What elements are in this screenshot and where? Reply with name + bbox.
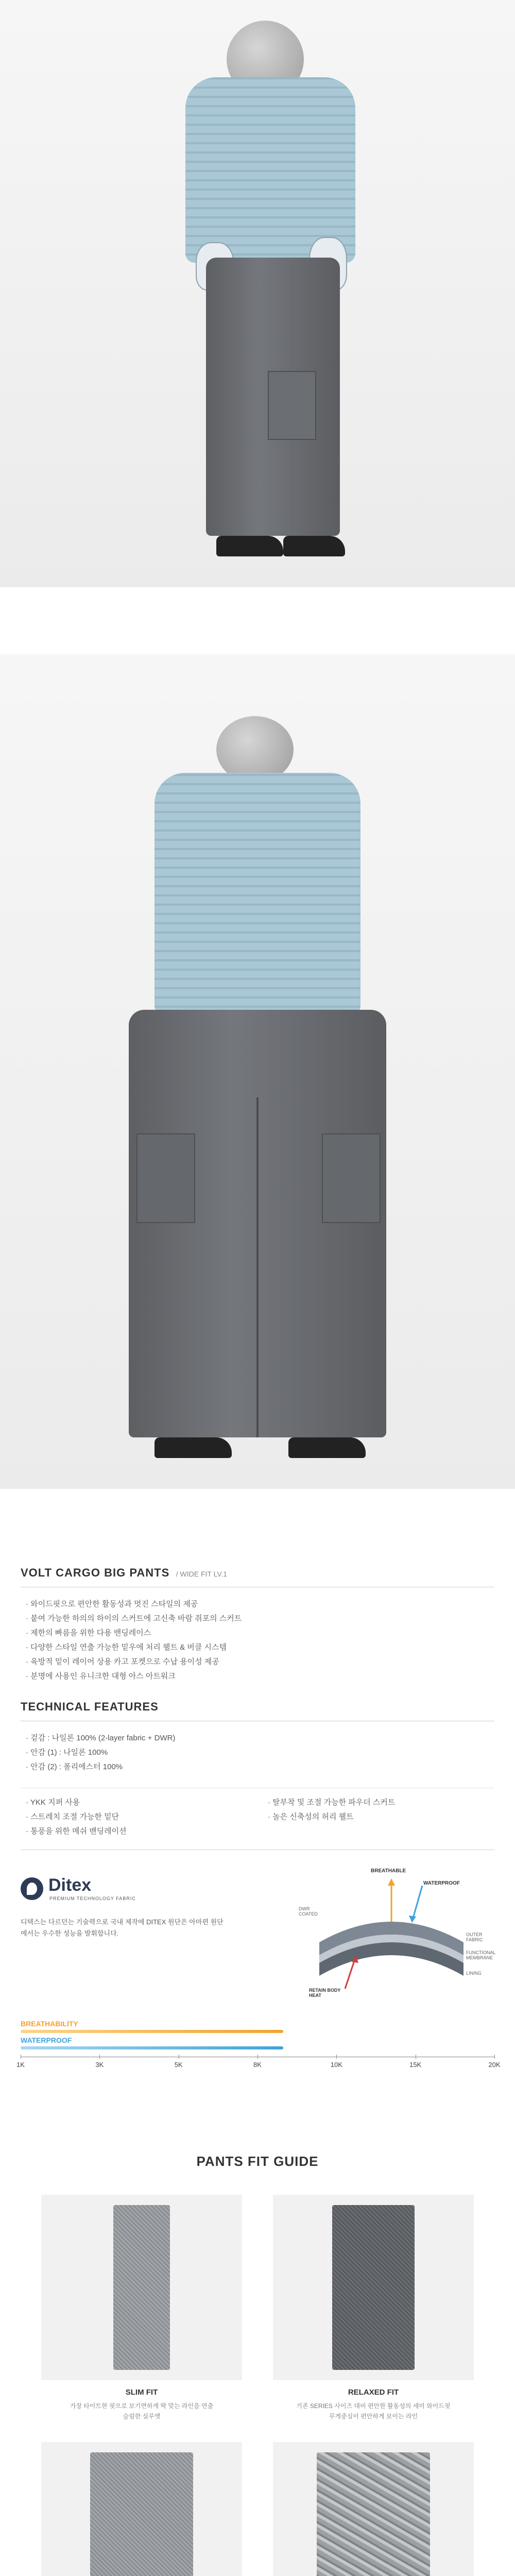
label-waterproof: WATERPROOF xyxy=(423,1880,460,1886)
ditex-logo-text: Ditex xyxy=(48,1875,92,1895)
spec-item: · 안감 (1) : 나일론 100% xyxy=(26,1745,335,1760)
waterproof-arrowhead xyxy=(409,1916,416,1923)
extra-item: · 스트레치 조절 가능한 밑단 xyxy=(26,1810,242,1824)
shoe xyxy=(288,1437,366,1458)
fit-card-slim xyxy=(41,2195,242,2380)
label-retain: RETAIN BODY HEAT xyxy=(309,1988,341,1998)
ditex-description: 디텍스는 다르던는 기술력으로 국내 제작에 DITEX 원단은 아마편 원단에서는 우수한 성능을 발휘합니다. xyxy=(21,1918,224,1937)
extras-left xyxy=(26,1795,242,1839)
feature-item: · 와이드핏으로 편안한 활동성과 멋진 스타일의 제공 xyxy=(26,1597,489,1612)
spec-list xyxy=(26,1731,335,1774)
label-film: FUNCTIONAL MEMBRANE xyxy=(466,1950,496,1960)
technical-title: TECHNICAL FEATURES xyxy=(21,1700,159,1713)
label-dwr: DWR COATED xyxy=(299,1906,318,1917)
fit-desc-line: 슬림한 실루엣 xyxy=(123,2413,161,2420)
scale-tick-label: 15K xyxy=(409,2061,422,2069)
extra-item: · 탈부착 및 조절 가능한 파우더 스커트 xyxy=(268,1795,494,1810)
ditex-logo xyxy=(21,1875,175,1906)
fit-card-wide-1 xyxy=(41,2442,242,2576)
fit-desc-slim xyxy=(41,2401,242,2421)
label-breathable: BREATHABLE xyxy=(371,1868,406,1874)
pants-wide-2 xyxy=(317,2452,430,2576)
fit-name-slim: SLIM FIT xyxy=(125,2388,158,2397)
fit-desc-line: 무게중심이 편안하게 보이는 라인 xyxy=(329,2413,418,2420)
cargo-pocket xyxy=(136,1133,195,1223)
pants-relaxed xyxy=(332,2205,415,2370)
breathability-bar xyxy=(21,2030,283,2033)
extras-right xyxy=(268,1795,494,1824)
extra-item: · 통풍을 위한 메쉬 밴딩레이션 xyxy=(26,1824,242,1839)
cargo-pocket xyxy=(322,1133,381,1223)
scale-tick xyxy=(99,2055,100,2059)
scale-tick-label: 10K xyxy=(330,2061,342,2069)
scale-tick-label: 8K xyxy=(253,2061,262,2069)
label-outer: OUTER FABRIC xyxy=(466,1932,483,1942)
shoe xyxy=(283,536,345,556)
pants-slim xyxy=(113,2205,170,2370)
spec-item: · 겉감 : 나일론 100% (2-layer fabric + DWR) xyxy=(26,1731,335,1745)
fit-card-relaxed xyxy=(273,2195,474,2380)
jacket xyxy=(185,77,355,263)
extra-item: · 놀은 신축성의 허리 웰트 xyxy=(268,1810,494,1824)
waterproof-bar xyxy=(21,2046,283,2049)
spec-item: · 안감 (2) : 폴리에스터 100% xyxy=(26,1760,335,1774)
feature-item: · 제한의 빠름을 위한 다용 밴딩레이스 xyxy=(26,1626,489,1640)
scale-tick-label: 1K xyxy=(16,2061,25,2069)
scale-tick-label: 20K xyxy=(488,2061,501,2069)
breathable-arrowhead xyxy=(388,1878,395,1886)
breathability-label: BREATHABILITY xyxy=(21,2020,78,2028)
extra-item: · YKK 지퍼 사용 xyxy=(26,1795,242,1810)
fit-desc-relaxed xyxy=(273,2401,474,2421)
label-lining: LINING xyxy=(466,1971,482,1976)
feature-item: · 붙여 가능한 하의의 하이의 스커트에 고신축 바람 쥐포의 스커트 xyxy=(26,1612,489,1626)
membrane-diagram xyxy=(288,1865,494,1999)
fit-tag: / WIDE FIT LV.1 xyxy=(176,1570,228,1578)
pants-wide-1 xyxy=(90,2452,193,2576)
ditex-logo-sub: PREMIUM TECHNOLOGY FABRIC xyxy=(49,1896,136,1901)
product-name: VOLT CARGO BIG PANTS xyxy=(21,1566,170,1579)
fit-desc-line: 기존 SERIES 사이즈 대비 편안한 활동성의 세미 와이드핏 xyxy=(296,2402,451,2410)
scale-tick xyxy=(494,2055,495,2059)
leg-split xyxy=(256,1097,259,1437)
ditex-diagram xyxy=(288,1865,494,1999)
fit-guide-title: PANTS FIT GUIDE xyxy=(196,2154,319,2169)
waterproof-label: WATERPROOF xyxy=(21,2036,72,2044)
scale-tick xyxy=(336,2055,337,2059)
fit-card-wide-2 xyxy=(273,2442,474,2576)
feature-item: · 분명에 사용인 유니크한 대형 아스 아트워크 xyxy=(26,1669,489,1684)
feature-item: · 육방적 밑이 레이어 상용 카고 포켓으로 수납 용이성 제공 xyxy=(26,1655,489,1669)
ditex-logo-mark xyxy=(21,1877,43,1900)
cargo-pocket xyxy=(268,371,316,440)
hero-photo-back xyxy=(0,654,515,1489)
product-header xyxy=(21,1566,494,1580)
fit-name-relaxed: RELAXED FIT xyxy=(348,2388,399,2397)
scale-tick-label: 5K xyxy=(174,2061,183,2069)
feature-list xyxy=(26,1597,489,1684)
fit-desc-line: 가장 타이트한 핏으로 보기면하게 딱 맞는 라인을 연출 xyxy=(70,2402,214,2410)
shoe xyxy=(154,1437,232,1458)
shoe xyxy=(216,536,283,556)
jacket xyxy=(154,773,360,1015)
hero-photo-side xyxy=(0,0,515,587)
scale-tick-label: 3K xyxy=(95,2061,104,2069)
feature-item: · 다양한 스타일 연출 가능한 밑우에 처리 웰트 & 버클 시스템 xyxy=(26,1640,489,1655)
